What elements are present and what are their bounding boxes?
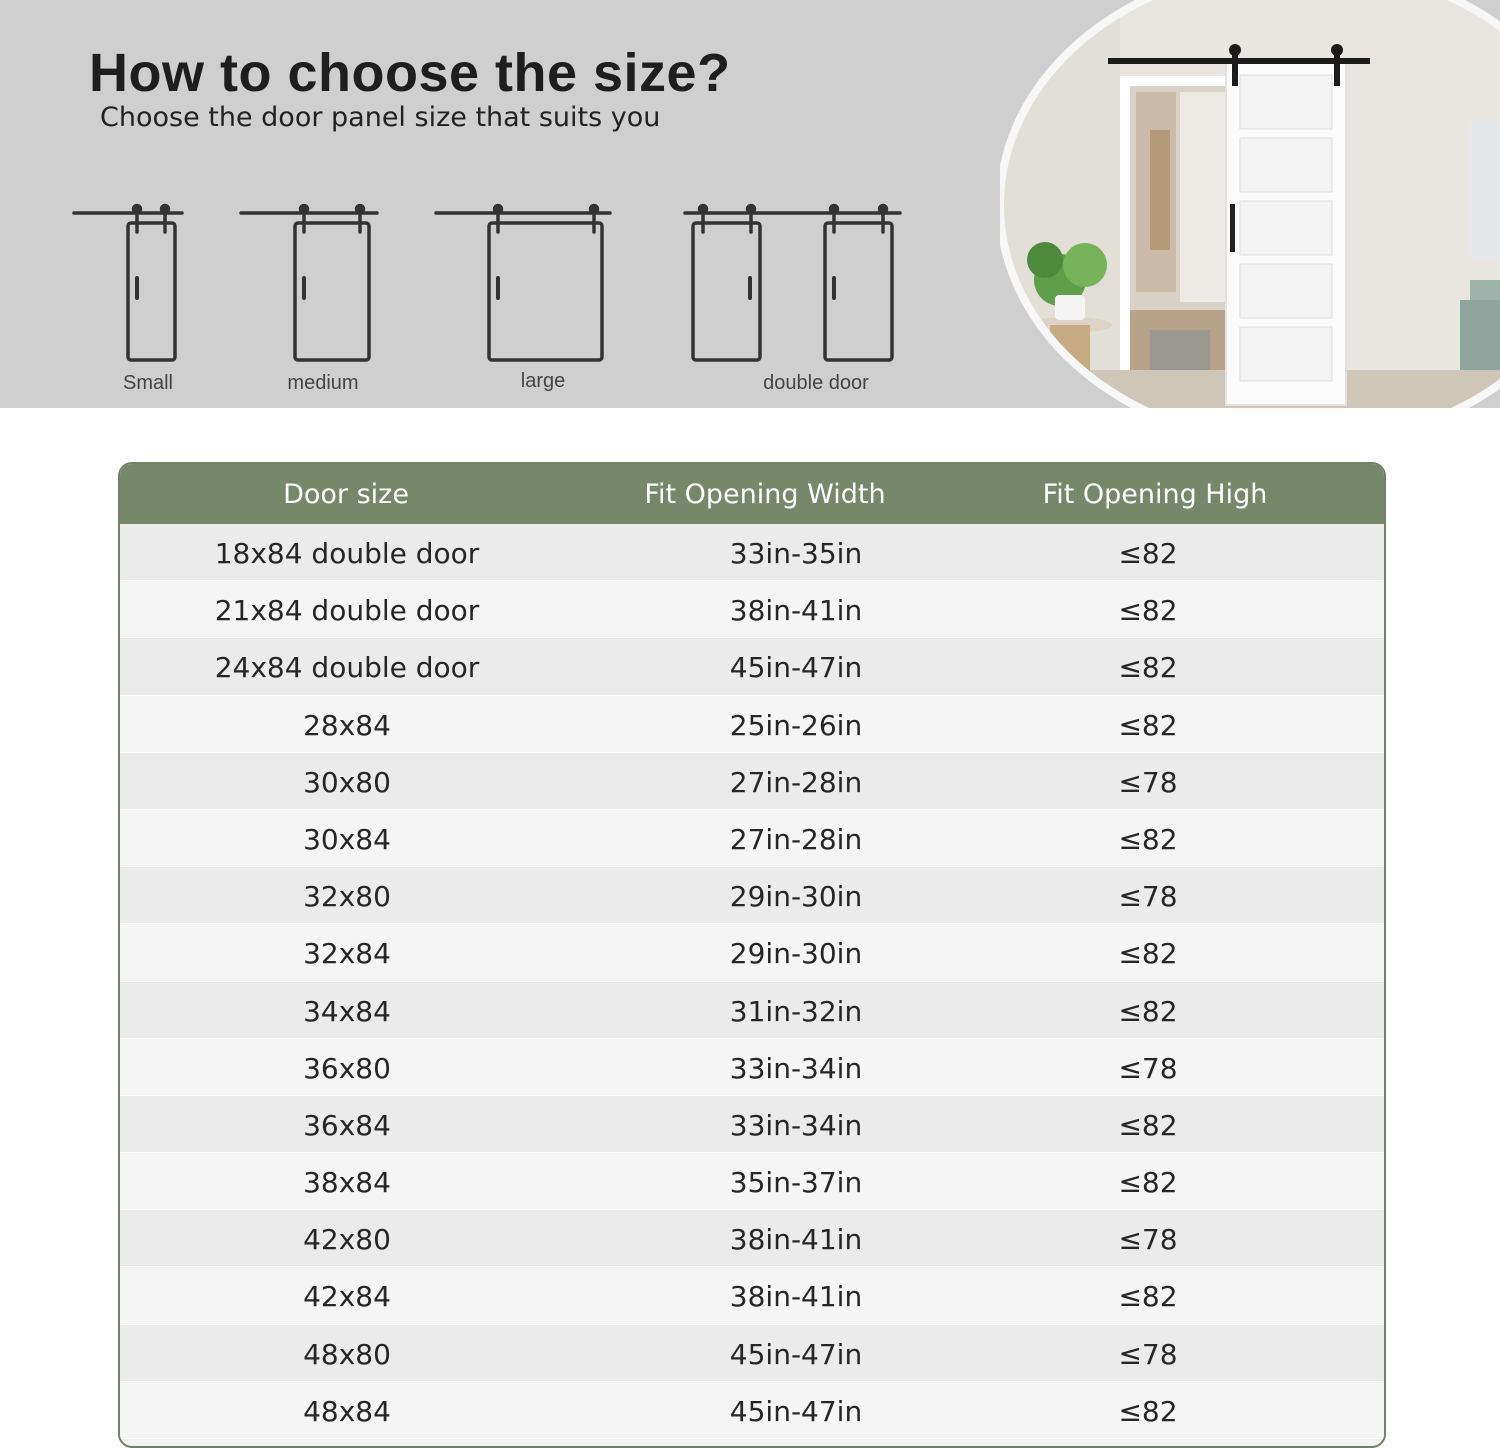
cell-opening-high: ≤82 [1118,594,1178,628]
cell-opening-width: 45in-47in [729,1394,863,1428]
cell-opening-width: 38in-41in [729,1223,863,1257]
column-header-opening-high: Fit Opening High [1042,479,1268,510]
door-label-large: large [520,370,566,392]
cell-opening-width: 29in-30in [729,880,863,914]
cell-opening-high: ≤82 [1118,708,1178,742]
table-row [120,982,1384,1039]
table-row [120,696,1384,753]
barn-door-room-photo [1000,0,1500,408]
door-label-double: double door [763,372,869,394]
cell-opening-width: 35in-37in [729,1166,863,1200]
cell-door-size: 38x84 [303,1166,391,1200]
cell-opening-width: 33in-34in [729,1051,863,1085]
table-row [120,1039,1384,1096]
door-label-medium: medium [287,372,359,394]
cell-opening-width: 33in-34in [729,1108,863,1142]
table-row [120,1382,1384,1439]
cell-opening-width: 45in-47in [729,651,863,685]
door-size-diagrams [0,0,960,408]
table-row [120,924,1384,981]
cell-door-size: 34x84 [303,994,391,1028]
table-row [120,753,1384,810]
cell-opening-high: ≤78 [1118,1223,1178,1257]
table-row [120,1096,1384,1153]
cell-door-size: 30x84 [303,822,391,856]
cell-opening-high: ≤82 [1118,1394,1178,1428]
cell-door-size: 42x80 [303,1223,391,1257]
cell-opening-high: ≤82 [1118,1280,1178,1314]
cell-door-size: 21x84 double door [214,594,480,628]
page-subtitle: Choose the door panel size that suits you [100,102,661,133]
cell-opening-width: 38in-41in [729,594,863,628]
table-row [120,1267,1384,1324]
cell-opening-high: ≤82 [1118,1108,1178,1142]
page-title: How to choose the size? [89,43,731,103]
cell-opening-width: 45in-47in [729,1337,863,1371]
cell-opening-high: ≤82 [1118,937,1178,971]
table-body [120,524,1384,1439]
cell-opening-high: ≤82 [1118,651,1178,685]
cell-opening-high: ≤82 [1118,822,1178,856]
medium-door-icon [241,206,377,361]
cell-door-size: 30x80 [303,765,391,799]
cell-opening-width: 33in-35in [729,537,863,570]
cell-door-size: 48x80 [303,1337,391,1371]
table-row [120,1325,1384,1382]
cell-opening-high: ≤78 [1118,1051,1178,1085]
cell-door-size: 32x80 [303,880,391,914]
cell-opening-high: ≤82 [1118,537,1178,570]
table-row [120,1210,1384,1267]
cell-opening-high: ≤78 [1118,765,1178,799]
cell-opening-width: 29in-30in [729,937,863,971]
cell-opening-high: ≤78 [1118,1337,1178,1371]
cell-opening-width: 27in-28in [729,822,863,856]
cell-opening-width: 38in-41in [729,1280,863,1314]
cell-opening-width: 25in-26in [729,708,863,742]
cell-door-size: 32x84 [303,937,391,971]
table-row [120,524,1384,581]
cell-opening-high: ≤82 [1118,1166,1178,1200]
cell-opening-width: 27in-28in [729,765,863,799]
size-table [118,462,1386,1448]
small-door-icon [74,206,182,361]
column-header-opening-width: Fit Opening Width [644,479,886,510]
large-door-icon [436,206,610,361]
cell-door-size: 48x84 [303,1394,391,1428]
table-row [120,581,1384,638]
table-row [120,867,1384,924]
cell-door-size: 24x84 double door [214,651,480,685]
double-door-icon [685,206,900,361]
cell-door-size: 18x84 double door [214,537,480,570]
table-header [120,464,1384,524]
cell-opening-high: ≤82 [1118,994,1178,1028]
cell-opening-width: 31in-32in [729,994,863,1028]
cell-opening-high: ≤78 [1118,880,1178,914]
table-row [120,1153,1384,1210]
cell-door-size: 36x84 [303,1108,391,1142]
cell-door-size: 36x80 [303,1051,391,1085]
cell-door-size: 42x84 [303,1280,391,1314]
table-row [120,638,1384,695]
door-label-small: Small [122,372,174,394]
header-banner [0,0,1500,408]
column-header-door-size: Door size [283,479,409,510]
cell-door-size: 28x84 [303,708,391,742]
table-row [120,810,1384,867]
